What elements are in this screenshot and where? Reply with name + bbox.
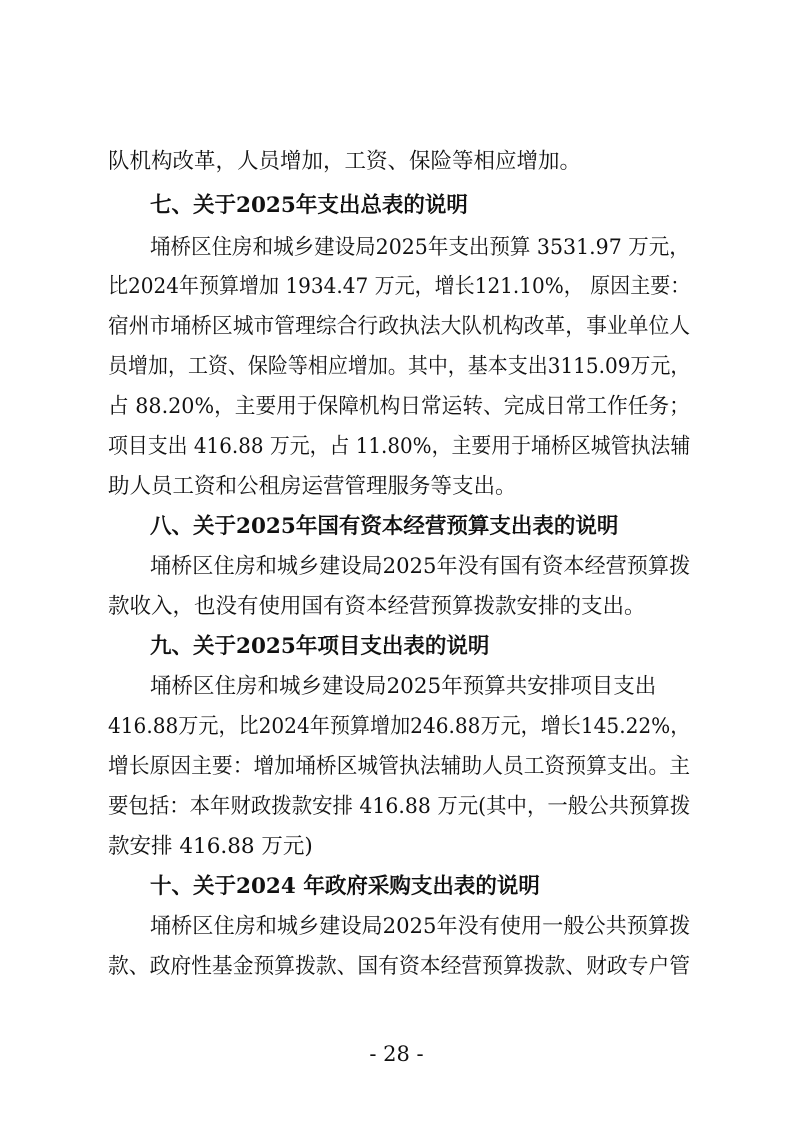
section-heading-7: 七、关于2025年支出总表的说明 (150, 193, 468, 218)
paragraph-line: 要包括：本年财政拨款安排 416.88 万元(其中，一般公共预算拨 (108, 794, 691, 819)
paragraph-line: 增长原因主要：增加埇桥区城管执法辅助人员工资预算支出。主 (108, 754, 691, 779)
paragraph-line: 款安排 416.88 万元) (108, 834, 313, 859)
section-heading-8: 八、关于2025年国有资本经营预算支出表的说明 (150, 514, 619, 539)
paragraph-line: 员增加，工资、保险等相应增加。其中，基本支出3115.09万元， (108, 354, 691, 379)
paragraph-line: 埇桥区住房和城乡建设局2025年没有使用一般公共预算拨 (150, 914, 691, 939)
section-heading-10: 十、关于2024 年政府采购支出表的说明 (150, 874, 540, 899)
paragraph-line: 埇桥区住房和城乡建设局2025年没有国有资本经营预算拨 (150, 554, 691, 579)
paragraph-line: 项目支出 416.88 万元，占 11.80%，主要用于埇桥区城管执法辅 (108, 434, 691, 459)
paragraph-line: 埇桥区住房和城乡建设局2025年预算共安排项目支出 (150, 674, 657, 699)
paragraph-line: 比2024年预算增加 1934.47 万元，增长121.10%， 原因主要： (108, 274, 691, 299)
paragraph-line: 助人员工资和公租房运营管理服务等支出。 (108, 474, 517, 499)
paragraph-line: 宿州市埇桥区城市管理综合行政执法大队机构改革，事业单位人 (108, 314, 691, 339)
paragraph-line: 416.88万元，比2024年预算增加246.88万元，增长145.22%， (108, 714, 691, 739)
paragraph-line: 占 88.20%，主要用于保障机构日常运转、完成日常工作任务； (108, 394, 690, 419)
section-heading-9: 九、关于2025年项目支出表的说明 (150, 634, 490, 659)
paragraph-line: 款、政府性基金预算拨款、国有资本经营预算拨款、财政专户管 (108, 954, 691, 979)
paragraph-line: 队机构改革，人员增加，工资、保险等相应增加。 (108, 149, 582, 174)
page-number: - 28 - (369, 1042, 424, 1066)
paragraph-line: 款收入，也没有使用国有资本经营预算拨款安排的支出。 (108, 594, 646, 619)
paragraph-line: 埇桥区住房和城乡建设局2025年支出预算 3531.97 万元， (150, 235, 690, 260)
